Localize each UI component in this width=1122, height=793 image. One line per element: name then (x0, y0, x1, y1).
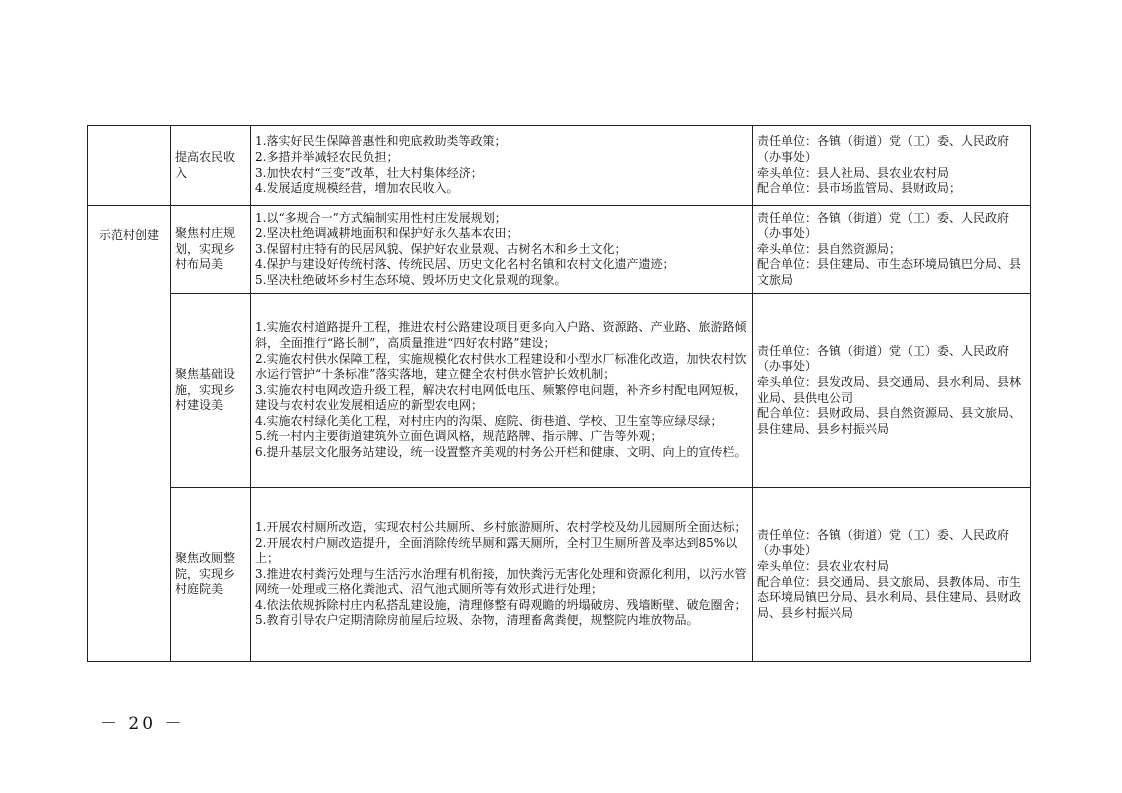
task-line: 3.推进农村粪污处理与生活污水治理有机衔接，加快粪污无害化处理和资源化利用，以污水管网统一处理或三格化粪池式、沼气池式厕所等有效形式进行处理； (255, 566, 747, 597)
task-line: 2.坚决杜绝调减耕地面积和保护好永久基本农田； (255, 226, 519, 241)
responsible-cell (753, 294, 1031, 488)
task-line: 3.加快农村“三变”改革，壮大村集体经济； (255, 165, 483, 180)
task-line: 1.开展农村厕所改造，实现农村公共厕所、乡村旅游厕所、农村学校及幼儿园厕所全面达标； (255, 519, 747, 534)
task-line: 2.多措并举减轻农民负担； (255, 149, 399, 164)
responsible-line: 牵头单位：县人社局、县农业农村局 (757, 165, 950, 180)
responsible-line: 责任单位：各镇（街道）党（工）委、人民政府（办事处） (757, 210, 1010, 241)
task-line: 2.开展农村户厕改造提升，全面消除传统旱厕和露天厕所，全村卫生厕所普及率达到85%以上； (255, 535, 738, 566)
task-line: 4.依法依规拆除村庄内私搭乱建设施，清理修整有碍观瞻的坍塌破房、残墙断壁、破危圈舍； (255, 597, 747, 612)
responsible-line: 配合单位：县住建局、市生态环境局镇巴分局、县文旅局 (757, 257, 1022, 287)
tasks-cell (251, 126, 753, 206)
responsible-line: 责任单位：各镇（街道）党（工）委、人民政府（办事处） (757, 134, 1010, 164)
responsible-cell (753, 206, 1031, 294)
task-line: 5.教育引导农户定期清除房前屋后垃圾、杂物，清理畜禽粪便，规整院内堆放物品。 (255, 613, 699, 628)
responsible-line: 责任单位：各镇（街道）党（工）委、人民政府（办事处） (757, 343, 1010, 374)
task-table-page (87, 125, 1030, 661)
tasks-cell (251, 206, 753, 294)
tasks-cell (251, 488, 753, 662)
table-row (88, 126, 1031, 206)
subject-cell: 聚焦基础设施，实现乡村建设美 (171, 294, 251, 488)
category-cell: 示范村创建 (88, 206, 171, 662)
responsible-line: 牵头单位：县自然资源局； (757, 241, 902, 256)
tasks-cell (251, 294, 753, 488)
responsible-line: 牵头单位：县农业农村局 (757, 558, 890, 573)
table-row (88, 488, 1031, 662)
task-line: 2.实施农村供水保障工程，实施规模化农村供水工程建设和小型水厂标准化改造，加快农村饮水运行管护“十条标准”落实落地，建立健全农村供水管护长效机制； (255, 351, 747, 382)
responsible-line: 配合单位：县交通局、县文旅局、县教体局、市生态环境局镇巴分局、县水利局、县住建局、县财政局、县乡村振兴局 (757, 574, 1022, 620)
responsible-line: 牵头单位：县发改局、县交通局、县水利局、县林业局、县供电公司 (757, 374, 1022, 405)
task-line: 1.以“多规合一”方式编制实用性村庄发展规划； (255, 210, 507, 225)
task-line: 5.坚决杜绝破坏乡村生态环境、毁坏历史文化景观的现象。 (255, 272, 567, 287)
task-line: 3.保留村庄特有的民居风貌、保护好农业景观、古树名木和乡土文化； (255, 241, 627, 256)
task-line: 4.发展适度规模经营，增加农民收入。 (255, 181, 459, 196)
responsible-cell (753, 126, 1031, 206)
page-number: － 20 － (100, 714, 185, 734)
task-line: 4.实施农村绿化美化工程，对村庄内的沟渠、庭院、街巷道、学校、卫生室等应绿尽绿； (255, 413, 723, 428)
table-row (88, 206, 1031, 294)
task-line: 4.保护与建设好传统村落、传统民居、历史文化名村名镇和农村文化遗产遗迹； (255, 257, 675, 272)
subject-cell: 聚焦村庄规划，实现乡村布局美 (171, 206, 251, 294)
task-line: 3.实施农村电网改造升级工程，解决农村电网低电压、频繁停电问题，补齐乡村配电网短板，建设与农村农业发展相适应的新型农电网； (255, 382, 747, 413)
subject-cell: 提高农民收入 (171, 126, 251, 206)
task-line: 5.统一村内主要街道建筑外立面色调风格，规范路牌、指示牌、广告等外观； (255, 429, 663, 444)
task-table (87, 125, 1031, 662)
task-line: 1.实施农村道路提升工程，推进农村公路建设项目更多向入户路、资源路、产业路、旅游路倾斜，全面推行“路长制”，高质量推进“四好农村路”建设； (255, 320, 747, 350)
category-cell-empty (88, 126, 171, 206)
task-line: 1.落实好民生保障普惠性和兜底救助类等政策； (255, 134, 507, 149)
subject-cell: 聚焦改厕整院，实现乡村庭院美 (171, 488, 251, 662)
responsible-line: 配合单位：县财政局、县自然资源局、县文旅局、县住建局、县乡村振兴局 (757, 406, 1022, 436)
responsible-cell (753, 488, 1031, 662)
task-line: 6.提升基层文化服务站建设，统一设置整齐美观的村务公开栏和健康、文明、向上的宣传栏。 (255, 445, 747, 460)
table-row (88, 294, 1031, 488)
responsible-line: 配合单位：县市场监管局、县财政局； (757, 181, 962, 196)
responsible-line: 责任单位：各镇（街道）党（工）委、人民政府（办事处） (757, 527, 1010, 558)
